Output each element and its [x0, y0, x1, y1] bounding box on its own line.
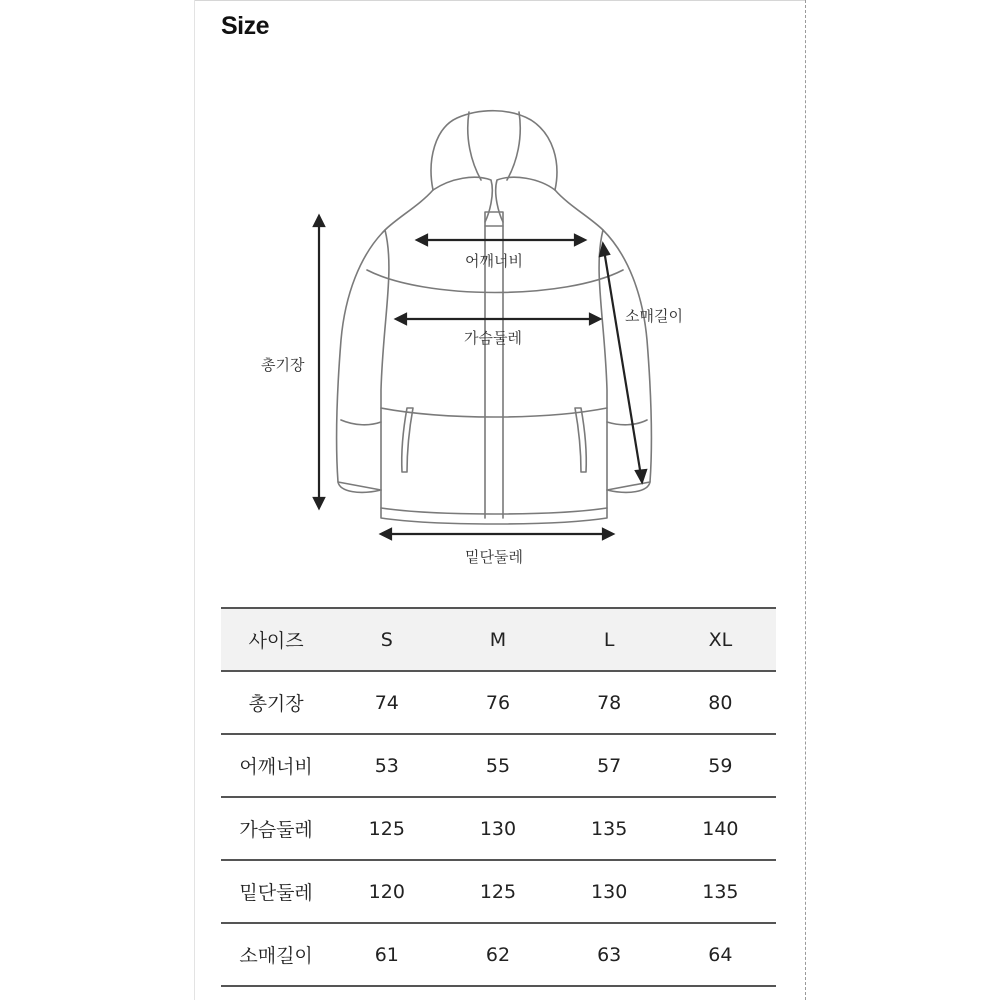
table-cell: 76	[442, 671, 553, 734]
table-cell: 78	[554, 671, 665, 734]
table-cell: 125	[442, 860, 553, 923]
table-cell: 64	[665, 923, 776, 986]
hem-label: 밑단둘레	[465, 548, 523, 566]
row-label: 어깨너비	[221, 734, 331, 797]
size-table	[221, 607, 776, 987]
table-cell: 63	[554, 923, 665, 986]
table-row	[221, 923, 776, 986]
header-cell-l: L	[554, 608, 665, 671]
table-cell: 61	[331, 923, 442, 986]
row-label: 가슴둘레	[221, 797, 331, 860]
panel-top-border	[194, 0, 806, 1]
sleeve-length-label: 소매길이	[625, 307, 683, 325]
table-row	[221, 734, 776, 797]
header-cell-m: M	[442, 608, 553, 671]
table-row	[221, 797, 776, 860]
table-cell: 135	[665, 860, 776, 923]
table-cell: 55	[442, 734, 553, 797]
section-title: Size	[221, 12, 270, 40]
table-row	[221, 671, 776, 734]
row-label: 소매길이	[221, 923, 331, 986]
table-cell: 74	[331, 671, 442, 734]
total-length-label: 총기장	[261, 356, 305, 374]
header-cell-size: 사이즈	[221, 608, 331, 671]
table-cell: 57	[554, 734, 665, 797]
table-cell: 135	[554, 797, 665, 860]
table-cell: 59	[665, 734, 776, 797]
header-cell-xl: XL	[665, 608, 776, 671]
table-cell: 125	[331, 797, 442, 860]
table-cell: 120	[331, 860, 442, 923]
table-cell: 130	[554, 860, 665, 923]
table-cell: 130	[442, 797, 553, 860]
jacket-measurement-diagram	[195, 90, 805, 580]
row-label: 밑단둘레	[221, 860, 331, 923]
header-cell-s: S	[331, 608, 442, 671]
table-cell: 62	[442, 923, 553, 986]
table-row	[221, 860, 776, 923]
chest-label: 가슴둘레	[464, 329, 522, 347]
row-label: 총기장	[221, 671, 331, 734]
shoulder-width-label: 어깨너비	[465, 252, 523, 270]
table-header-row	[221, 608, 776, 671]
table-cell: 80	[665, 671, 776, 734]
panel-right-dashed-border	[805, 0, 806, 1000]
table-cell: 53	[331, 734, 442, 797]
table-cell: 140	[665, 797, 776, 860]
